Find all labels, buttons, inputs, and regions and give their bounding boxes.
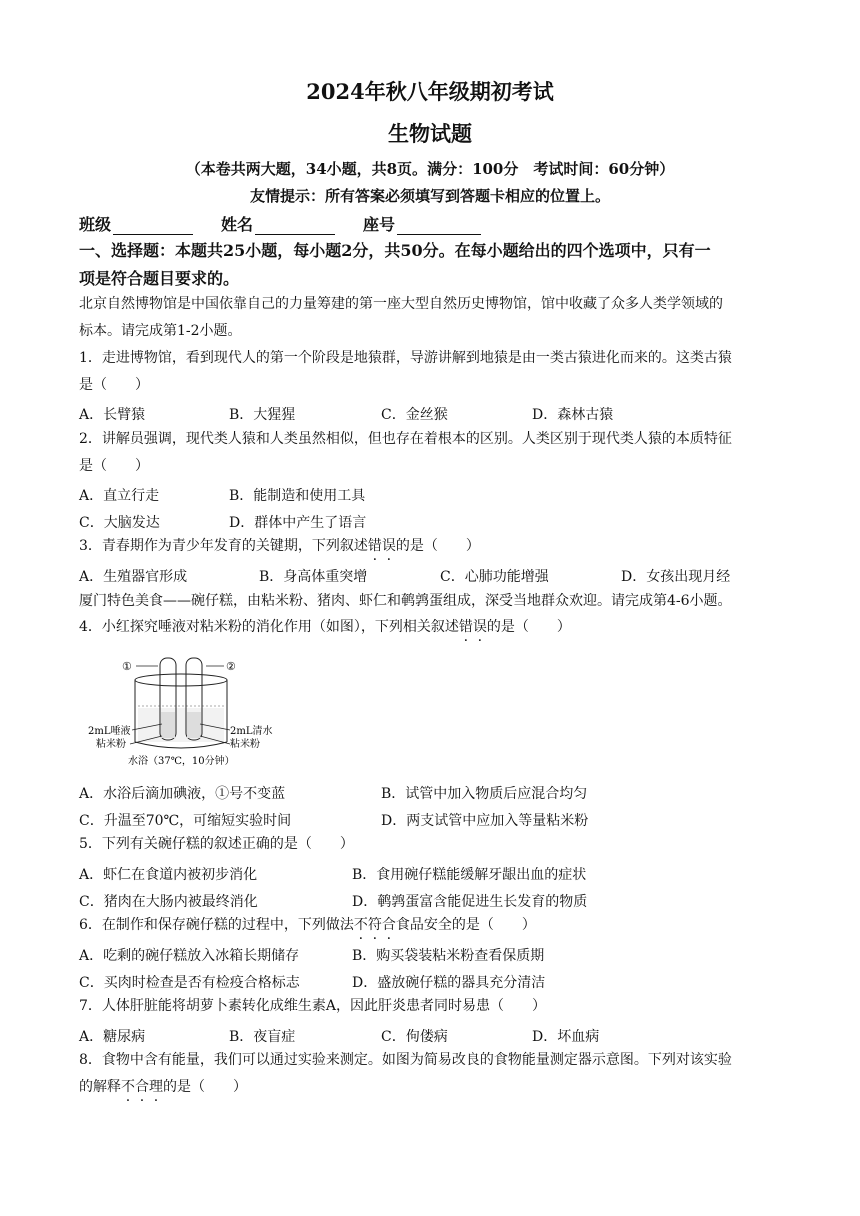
q2-option-b[interactable]: B．能制造和使用工具	[229, 488, 366, 504]
right-label-rice: 粘米粉	[230, 739, 260, 750]
q6-emphasis: 不符合	[353, 917, 396, 933]
name-label: 姓名	[221, 215, 254, 234]
q5-option-c[interactable]: C．猪肉在大肠内被最终消化	[79, 894, 258, 910]
exam-title: 2024年秋八年级期初考试	[306, 79, 554, 104]
q7-option-b[interactable]: B．夜盲症	[229, 1029, 296, 1045]
q1-option-d[interactable]: D．森林古猿	[532, 407, 614, 423]
section1-heading: 一、选择题：本题共25小题，每小题2分，共50分。在每小题给出的四个选项中，只有一 项是符合题目要求的。	[79, 241, 711, 288]
friendly-tip: 友情提示：所有答案必须填写到答题卡相应的位置上。	[249, 187, 610, 205]
q5-option-b[interactable]: B．食用碗仔糕能缓解牙龈出血的症状	[352, 867, 587, 883]
question-6-stem: 6．在制作和保存碗仔糕的过程中，下列做法不符合食品安全的是（ ）	[79, 917, 536, 933]
q1-option-a[interactable]: A．长臂猿	[79, 407, 146, 423]
q4-option-a[interactable]: A．水浴后滴加碘液，①号不变蓝	[79, 786, 286, 802]
question-7-stem: 7．人体肝脏能将胡萝卜素转化成维生素A，因此肝炎患者同时易患（ ）	[79, 998, 547, 1014]
tube1-label: ①	[122, 660, 132, 673]
saliva-experiment-figure	[88, 650, 278, 770]
name-blank[interactable]	[255, 217, 335, 235]
q4-option-d[interactable]: D．两支试管中应加入等量粘米粉	[381, 813, 589, 829]
question-1-stem: 1．走进博物馆，看到现代人的第一个阶段是地猿群，导游讲解到地猿是由一类古猿进化而来的。这类古猿 是（ ）	[79, 350, 732, 393]
left-label-saliva: 2mL唾液	[88, 726, 131, 737]
class-label: 班级	[79, 215, 112, 234]
q7-option-d[interactable]: D．坏血病	[532, 1029, 600, 1045]
intro-food: 厦门特色美食——碗仔糕，由粘米粉、猪肉、虾仁和鹌鹑蛋组成，深受当地群众欢迎。请完成第4-6小题。	[79, 593, 732, 609]
q1-option-c[interactable]: C．金丝猴	[381, 407, 448, 423]
seat-label: 座号	[363, 215, 396, 234]
q1-option-b[interactable]: B．大猩猩	[229, 407, 296, 423]
test-tube-2	[186, 658, 202, 740]
question-4-stem: 4．小红探究唾液对粘米粉的消化作用（如图），下列相关叙述错误的是（ ）	[79, 619, 571, 635]
q4-option-b[interactable]: B．试管中加入物质后应混合均匀	[381, 786, 588, 802]
figure-caption: 水浴（37℃，10分钟）	[128, 756, 235, 767]
q6-option-b[interactable]: B．购买袋装粘米粉查看保质期	[352, 948, 545, 964]
q6-option-d[interactable]: D．盛放碗仔糕的器具充分清洁	[352, 975, 546, 991]
q3-option-b[interactable]: B．身高体重突增	[259, 569, 368, 585]
q6-option-a[interactable]: A．吃剩的碗仔糕放入冰箱长期储存	[79, 948, 300, 964]
question-8-stem: 8．食物中含有能量，我们可以通过实验来测定。如图为简易改良的食物能量测定器示意图。下列对该实验 的解释不合理的是（ ）	[79, 1052, 732, 1095]
intro-museum: 北京自然博物馆是中国依靠自己的力量筹建的第一座大型自然历史博物馆，馆中收藏了众多人类学领域的 标本。请完成第1-2小题。	[79, 296, 723, 339]
question-2-stem: 2．讲解员强调，现代类人猿和人类虽然相似，但也存在着根本的区别。人类区别于现代类人猿的本质特征 是（ ）	[79, 431, 732, 474]
q2-option-d[interactable]: D．群体中产生了语言	[229, 515, 367, 531]
student-info-line	[79, 212, 481, 235]
name-field[interactable]	[221, 212, 335, 235]
q5-option-a[interactable]: A．虾仁在食道内被初步消化	[79, 867, 258, 883]
seat-field[interactable]	[363, 212, 481, 235]
exam-subject: 生物试题	[388, 121, 472, 146]
right-label-water: 2mL清水	[230, 726, 273, 737]
seat-blank[interactable]	[397, 217, 481, 235]
tube2-label: ②	[226, 660, 236, 673]
q4-option-c[interactable]: C．升温至70℃，可缩短实验时间	[79, 813, 292, 829]
q3-emphasis: 错误	[367, 538, 396, 554]
question-5-stem: 5．下列有关碗仔糕的叙述正确的是（ ）	[79, 836, 354, 852]
q7-option-a[interactable]: A．糖尿病	[79, 1029, 146, 1045]
q2-option-a[interactable]: A．直立行走	[79, 488, 160, 504]
q3-option-c[interactable]: C．心肺功能增强	[440, 569, 549, 585]
class-blank[interactable]	[113, 217, 193, 235]
q6-option-c[interactable]: C．买肉时检查是否有检疫合格标志	[79, 975, 300, 991]
q7-option-c[interactable]: C．佝偻病	[381, 1029, 448, 1045]
q4-emphasis: 错误	[458, 619, 487, 635]
q8-emphasis: 不合理	[121, 1079, 163, 1095]
q5-option-d[interactable]: D．鹌鹑蛋富含能促进生长发育的物质	[352, 894, 588, 910]
test-tube-1	[160, 658, 176, 740]
class-field[interactable]	[79, 212, 193, 235]
q2-option-c[interactable]: C．大脑发达	[79, 515, 160, 531]
q3-option-a[interactable]: A．生殖器官形成	[79, 569, 188, 585]
water-bath-beaker	[135, 674, 227, 748]
exam-info: （本卷共两大题，34小题，共8页。满分：100分 考试时间：60分钟）	[185, 160, 675, 178]
question-3-stem: 3．青春期作为青少年发育的关键期，下列叙述错误的是（ ）	[79, 538, 480, 554]
left-label-rice: 粘米粉	[96, 739, 126, 750]
q3-option-d[interactable]: D．女孩出现月经	[621, 569, 731, 585]
